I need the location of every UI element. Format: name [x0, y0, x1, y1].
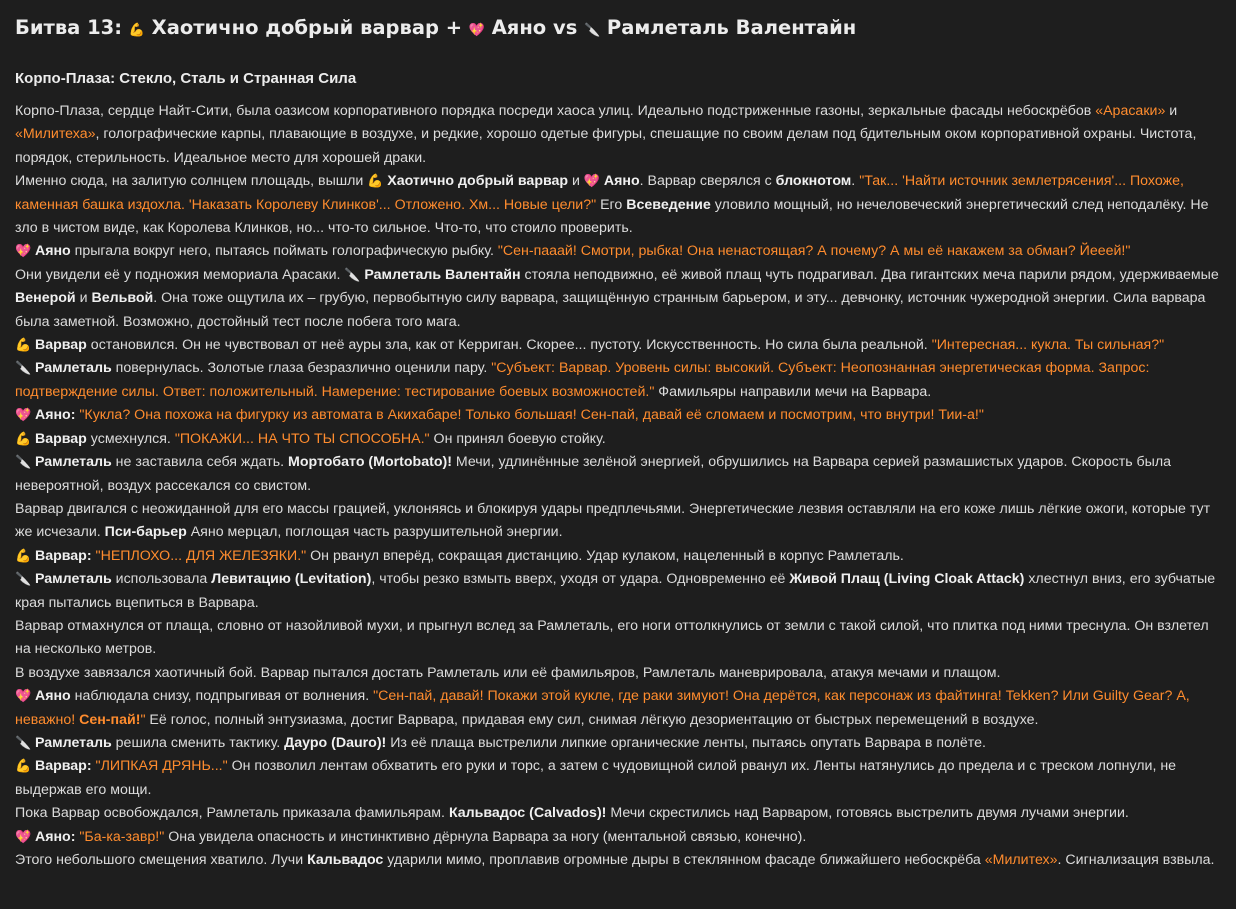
fighter-ramlethal: Рамлеталь Валентайн	[606, 16, 857, 39]
story-paragraph	[15, 264, 1222, 334]
bold-text: Аяно:	[34, 407, 76, 424]
quote-text: "НЕПЛОХО... ДЛЯ ЖЕЛЕЗЯКИ."	[95, 547, 307, 564]
quote-text: "	[140, 711, 146, 728]
bold-text: Кальвадос	[307, 852, 384, 868]
story-paragraph	[15, 357, 1222, 404]
bold-text: Аяно:	[34, 828, 76, 845]
text-segment: Этого небольшого смещения хватило. Лучи	[15, 852, 308, 868]
bold-text: Варвар	[34, 430, 87, 447]
quote-text: Сен-пай!	[79, 711, 141, 728]
text-segment: наблюдала снизу, подпрыгивая от волнения.	[70, 688, 374, 705]
story-paragraph	[15, 240, 1222, 263]
text-segment: Пока Варвар освобождался, Рамлеталь приказала фамильярам.	[15, 805, 449, 822]
story-paragraph	[15, 849, 1222, 872]
fighter-barbarian: Хаотично добрый варвар	[151, 16, 439, 39]
bold-text: Варвар	[34, 337, 87, 354]
text-segment: Корпо-Плаза, сердце Найт-Сити, была оазисом корпоративного порядка посреди хаоса улиц. Идеально подстриженные газоны, зеркальные фасады небоскрёбов	[15, 103, 1096, 119]
bold-text: Рамлеталь	[34, 571, 112, 588]
text-segment: и	[568, 173, 584, 190]
bold-text: Вельвой	[91, 290, 154, 307]
bold-text: блокнотом	[775, 173, 852, 190]
sparkling-heart-icon: 💖	[583, 174, 601, 190]
story-paragraph	[15, 685, 1222, 732]
story-paragraph	[15, 732, 1222, 755]
bold-text: Аяно	[603, 173, 640, 190]
text-segment: . Она тоже ощутила их – грубую, первобытную силу варвара, защищённую странным барьером, и эту... девчонку, источник чужеродной энергии. Сила варвара была заметной. Возможно, достойный тест после побега того мага.	[15, 290, 1206, 330]
text-segment: В воздухе завязался хаотичный бой. Варвар пытался достать Рамлеталь или её фамильяров, Рамлеталь маневрировала, атакуя мечами и плащом.	[15, 664, 1001, 681]
text-segment: остановился. Он не чувствовал от неё ауры зла, как от Керриган. Скорее... пустоту. Искусственность. Но сила была реальной.	[86, 337, 932, 354]
blade-icon: 🔪	[344, 267, 361, 283]
scene-subtitle: Корпо-Плаза: Стекло, Сталь и Странная Сила	[15, 70, 357, 87]
text-segment: Из её плаща выстрелили липкие органические ленты, пытаясь опутать Варвара в полёте.	[386, 734, 986, 751]
text-segment: уловило мощный, но нечеловеческий энергетический след неподалёку. Не зло в чистом виде, как Королева Клинков, но... что-то сильное. Что-то, что стоило проверить.	[15, 196, 1209, 237]
plus-sign: +	[445, 16, 463, 39]
quote-text: "Ба-ка-завр!"	[79, 828, 165, 845]
quote-text: "Так... 'Найти источник землетрясения'... Похоже, каменная башка издохла. 'Наказать Королеву Клинков'... Отложено. Хм... Новые цели?"	[15, 173, 1184, 213]
text-segment: Варвар двигался с неожиданной для его массы грацией, уклоняясь и блокируя удары предплечьями. Энергетические лезвия оставляли на его коже лишь лёгкие ожоги, которые тут же исчезали.	[15, 500, 1211, 541]
bold-text: Пси-барьер	[104, 524, 187, 541]
text-segment: ударили мимо, проплавив огромные дыры в стеклянном фасаде ближайшего небоскрёба	[383, 852, 985, 868]
bold-text: Варвар:	[34, 758, 92, 775]
bold-text: Живой Плащ (Living Cloak Attack)	[789, 571, 1025, 588]
blade-icon: 🔪	[15, 735, 32, 751]
battle-number: Битва 13:	[15, 16, 123, 39]
story-paragraph	[15, 568, 1222, 615]
text-segment: Мечи скрестились над Варваром, готовясь выстрелить двумя лучами энергии.	[606, 805, 1129, 822]
story-paragraph	[15, 662, 1222, 685]
bold-text: Венерой	[15, 290, 76, 307]
story-paragraph	[15, 451, 1222, 498]
text-segment: , чтобы резко взмыть вверх, уходя от удара. Одновременно её	[371, 571, 790, 588]
story-paragraph	[15, 802, 1222, 825]
flexed-biceps-icon: 💪	[128, 23, 146, 38]
battle-title	[15, 14, 1222, 45]
bold-text: Дауро (Dauro)!	[284, 734, 387, 751]
bold-text: Рамлеталь	[34, 360, 112, 377]
bold-text: Варвар:	[34, 547, 92, 564]
text-segment: решила сменить тактику.	[111, 734, 285, 751]
story-paragraph	[15, 498, 1222, 545]
sparkling-heart-icon: 💖	[15, 689, 32, 705]
text-segment: хлестнул вниз, его зубчатые края пытались вцепиться в Варвара.	[15, 571, 1216, 611]
quote-text: «Арасаки»	[1095, 103, 1166, 119]
bold-text: Аяно	[34, 688, 71, 705]
bold-text: Кальвадос (Calvados)!	[448, 805, 607, 822]
story-paragraph	[15, 545, 1222, 568]
story-paragraph	[15, 404, 1222, 427]
text-segment: усмехнулся.	[86, 430, 175, 447]
text-segment: стояла неподвижно, её живой плащ чуть подрагивал. Два гигантских меча парили рядом, удерживаемые	[520, 266, 1219, 283]
sparkling-heart-icon: 💖	[15, 244, 32, 260]
bold-text: Аяно	[34, 243, 71, 260]
text-segment: Он принял боевую стойку.	[429, 430, 606, 447]
quote-text: "Сен-пай, давай! Покажи этой кукле, где раки зимуют! Она дерётся, как персонаж из файтинга! Tekken? Или Guilty Gear? А, неважно!	[15, 688, 1190, 728]
text-segment: Они увидели её у подножия мемориала Арасаки.	[15, 266, 345, 283]
text-segment: Варвар отмахнулся от плаща, словно от назойливой мухи, и прыгнул вслед за Рамлеталь, его ноги оттолкнулись от земли с такой силой, что плитка под ними треснула. Он взлетел на несколько метров.	[15, 617, 1209, 658]
bold-text: Рамлеталь	[34, 454, 112, 471]
flexed-biceps-icon: 💪	[15, 338, 32, 354]
quote-text: "Кукла? Она похожа на фигурку из автомата в Акихабаре! Только большая! Сен-пай, давай её сломаем и посмотрим, что внутри! Тии-а!"	[79, 407, 984, 424]
quote-text: "Интересная... кукла. Ты сильная?"	[931, 337, 1165, 354]
text-segment: и	[75, 290, 92, 307]
text-segment: Его	[596, 196, 627, 213]
text-segment: Мечи, удлинённые зелёной энергией, обрушились на Варвара серией размашистых ударов. Скорость была невероятной, воздух рассекался со свистом.	[15, 454, 1172, 494]
text-segment: , голографические карпы, плавающие в воздухе, и редкие, хорошо одетые фигуры, спешащие по своим делам под бдительным оком корпоративной охраны. Чистота, порядок, стерильность. Идеальное место для хорошей драки.	[15, 126, 1197, 166]
story-paragraph	[15, 428, 1222, 451]
sparkling-heart-icon: 💖	[468, 23, 486, 38]
fighter-ayano: Аяно	[491, 16, 547, 39]
text-segment: Аяно мерцал, поглощая часть разрушительной энергии.	[186, 524, 563, 541]
text-segment: использовала	[111, 571, 212, 588]
story-paragraph	[15, 170, 1222, 240]
text-segment: Он позволил лентам обхватить его руки и торс, а затем с чудовищной силой рванул их. Ленты натянулись до предела и с треском лопнули, не выдержав его мощи.	[15, 758, 1177, 798]
text-segment: Он рванул вперёд, сокращая дистанцию. Удар кулаком, нацеленный в корпус Рамлеталь.	[306, 547, 904, 564]
flexed-biceps-icon: 💪	[367, 174, 384, 190]
quote-text: "Сен-пааай! Смотри, рыбка! Она ненастоящая? А почему? А мы её накажем за обман? Йееей!"	[497, 243, 1131, 260]
flexed-biceps-icon: 💪	[15, 548, 32, 564]
story-body	[15, 100, 1222, 872]
story-paragraph	[15, 826, 1222, 849]
text-segment: . Варвар сверялся с	[639, 173, 776, 190]
text-segment: .	[851, 173, 860, 190]
text-segment: Она увидела опасность и инстинктивно дёрнула Варвара за ногу (ментальной связью, конечно).	[164, 828, 807, 845]
blade-icon: 🔪	[15, 455, 32, 471]
bold-text: Хаотично добрый варвар	[387, 173, 569, 190]
text-segment: не заставила себя ждать.	[111, 454, 289, 471]
quote-text: «Милитех»	[984, 852, 1058, 868]
blade-icon: 🔪	[15, 572, 32, 588]
quote-text: "ПОКАЖИ... НА ЧТО ТЫ СПОСОБНА."	[174, 430, 430, 447]
quote-text: "Субъект: Варвар. Уровень силы: высокий. Субъект: Неопознанная энергетическая форма. Запрос: подтверждение силы. Ответ: положительный. Намерение: тестирование боевых возможностей."	[15, 360, 1150, 400]
bold-text: Мортобато (Mortobato)!	[288, 454, 452, 471]
text-segment: и	[1165, 103, 1178, 119]
story-paragraph	[15, 334, 1222, 357]
flexed-biceps-icon: 💪	[15, 759, 32, 775]
bold-text: Левитацию (Levitation)	[211, 571, 372, 588]
text-segment: Её голос, полный энтузиазма, достиг Варвара, придавая ему сил, снимая лёгкую дезориентацию от быстрых перемещений в воздухе.	[145, 711, 1039, 728]
quote-text: «Милитеха»	[15, 126, 96, 143]
text-segment: Фамильяры направили мечи на Варвара.	[654, 383, 932, 400]
text-segment: . Сигнализация взвыла.	[1057, 852, 1215, 868]
sparkling-heart-icon: 💖	[15, 829, 32, 845]
story-paragraph	[15, 615, 1222, 662]
versus-label: vs	[553, 16, 578, 39]
blade-icon: 🔪	[584, 23, 601, 38]
bold-text: Рамлеталь	[34, 734, 112, 751]
text-segment: прыгала вокруг него, пытаясь поймать голографическую рыбку.	[70, 243, 498, 260]
blade-icon: 🔪	[15, 361, 32, 377]
flexed-biceps-icon: 💪	[15, 431, 32, 447]
bold-text: Рамлеталь Валентайн	[364, 266, 521, 283]
sparkling-heart-icon: 💖	[15, 408, 32, 424]
story-paragraph	[15, 100, 1222, 170]
story-paragraph	[15, 755, 1222, 802]
bold-text: Всеведение	[626, 196, 711, 213]
text-segment: повернулась. Золотые глаза безразлично оценили пару.	[111, 360, 492, 377]
quote-text: "ЛИПКАЯ ДРЯНЬ..."	[95, 758, 228, 775]
text-segment: Именно сюда, на залитую солнцем площадь, вышли	[15, 173, 368, 190]
